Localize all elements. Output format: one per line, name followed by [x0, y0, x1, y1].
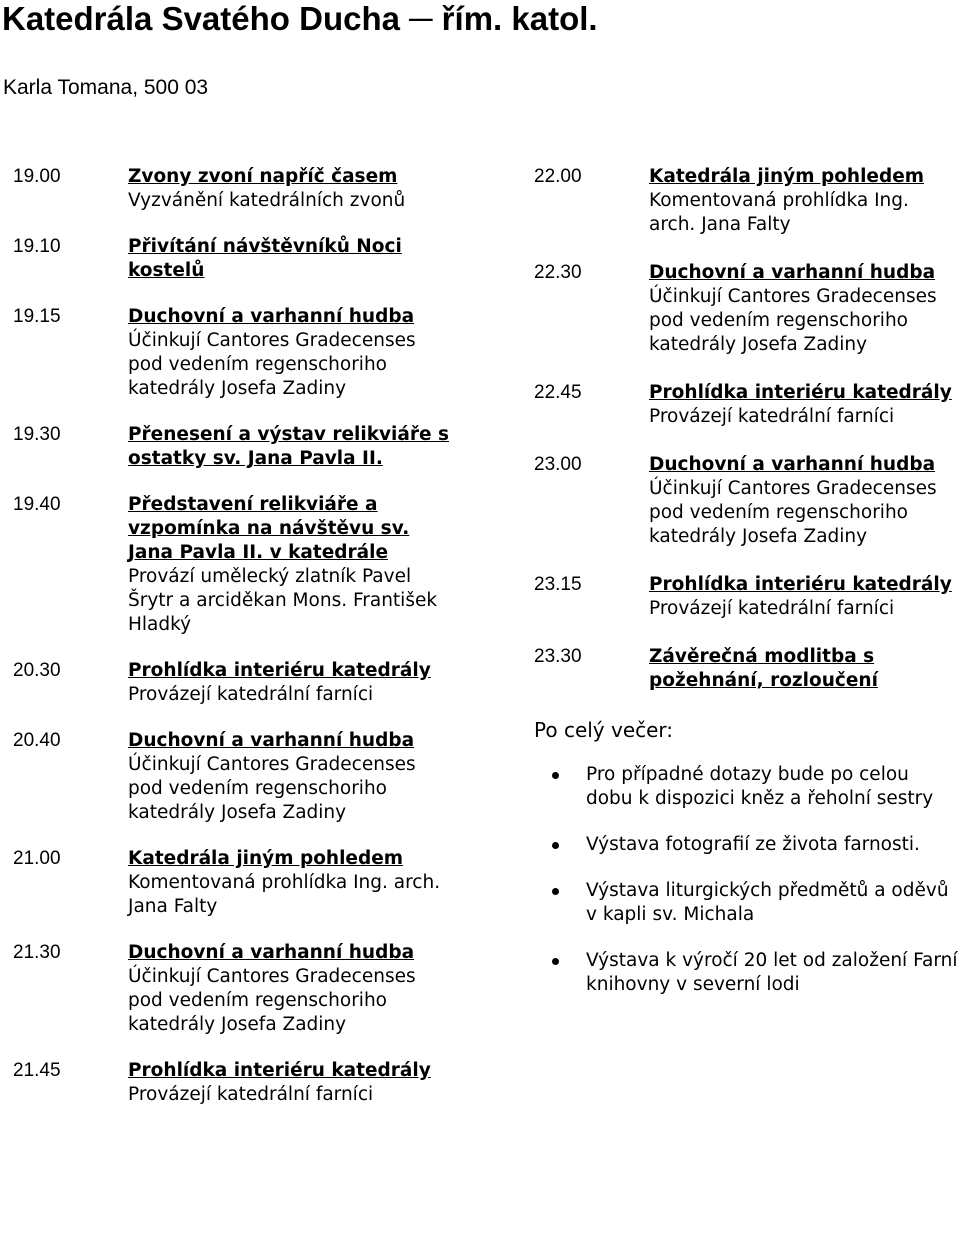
event-title: Katedrála jiným pohledem: [128, 848, 404, 869]
event-title: Přenesení a výstav relikviáře s ostatky sv. Jana Pavla II.: [128, 424, 450, 469]
event-item: [534, 261, 960, 357]
event-title: Představení relikviáře a vzpomínka na návštěvu sv. Jana Pavla II. v katedrále: [128, 494, 410, 563]
event-time: 21.45: [13, 1060, 61, 1081]
event-time: 20.40: [13, 730, 61, 751]
event-content: [649, 645, 960, 693]
bullet-icon: [552, 958, 559, 965]
list-item-text: Výstava k výročí 20 let od založení Farní knihovny v severní lodi: [586, 950, 958, 995]
event-content: [128, 493, 453, 637]
event-description: Provází umělecký zlatník Pavel Šrytr a arciděkan Mons. František Hladký: [128, 566, 438, 635]
event-title: Katedrála jiným pohledem: [649, 166, 925, 187]
event-description: Komentovaná prohlídka Ing. arch. Jana Falty: [649, 190, 909, 235]
event-description: Vyzvánění katedrálních zvonů: [128, 190, 406, 211]
event-item: [13, 659, 453, 707]
all-evening-list: [534, 763, 960, 997]
event-item: [13, 305, 453, 401]
event-content: [649, 165, 960, 237]
event-content: [128, 1059, 453, 1107]
event-description: Účinkují Cantores Gradecenses pod vedením regenschoriho katedrály Josefa Zadiny: [649, 286, 937, 355]
left-schedule: [13, 165, 453, 1129]
event-title: Duchovní a varhanní hudba: [128, 942, 415, 963]
list-item-text: Pro případné dotazy bude po celou dobu k dispozici kněz a řeholní sestry: [586, 764, 934, 809]
event-title: Duchovní a varhanní hudba: [649, 262, 936, 283]
list-item: [534, 949, 960, 997]
bullet-icon: [552, 772, 559, 779]
event-title: Zvony zvoní napříč časem: [128, 166, 398, 187]
event-time: 19.30: [13, 424, 61, 445]
event-content: [649, 381, 960, 429]
bullet-icon: [552, 842, 559, 849]
event-item: [13, 847, 453, 919]
event-title: Závěrečná modlitba s požehnání, rozloučení: [649, 646, 878, 691]
event-description: Provázejí katedrální farníci: [128, 1084, 374, 1105]
event-time: 22.00: [534, 166, 582, 187]
event-content: [128, 729, 453, 825]
event-time: 21.30: [13, 942, 61, 963]
event-content: [649, 261, 960, 357]
event-time: 23.00: [534, 454, 582, 475]
event-content: [128, 423, 453, 471]
event-time: 22.45: [534, 382, 582, 403]
event-item: [13, 941, 453, 1037]
page-title: Katedrála Svatého Ducha ─ řím. katol.: [2, 0, 598, 37]
event-item: [534, 645, 960, 693]
event-content: [128, 941, 453, 1037]
event-description: Účinkují Cantores Gradecenses pod vedením regenschoriho katedrály Josefa Zadiny: [128, 754, 416, 823]
bullet-icon: [552, 888, 559, 895]
event-time: 20.30: [13, 660, 61, 681]
event-time: 21.00: [13, 848, 61, 869]
right-schedule: [534, 165, 960, 1019]
event-item: [13, 493, 453, 637]
event-time: 23.30: [534, 646, 582, 667]
event-content: [128, 235, 453, 283]
event-item: [534, 573, 960, 621]
event-time: 19.10: [13, 236, 61, 257]
event-time: 19.40: [13, 494, 61, 515]
event-title: Prohlídka interiéru katedrály: [128, 1060, 431, 1081]
event-title: Prohlídka interiéru katedrály: [649, 574, 952, 595]
list-item-text: Výstava fotografií ze života farnosti.: [586, 834, 920, 855]
event-time: 19.15: [13, 306, 61, 327]
event-item: [534, 453, 960, 549]
list-item: [534, 833, 960, 857]
event-item: [13, 729, 453, 825]
event-title: Duchovní a varhanní hudba: [649, 454, 936, 475]
event-content: [128, 305, 453, 401]
event-time: 23.15: [534, 574, 582, 595]
event-description: Provázejí katedrální farníci: [649, 598, 895, 619]
list-item-text: Výstava liturgických předmětů a oděvů v kapli sv. Michala: [586, 880, 949, 925]
event-item: [13, 165, 453, 213]
event-item: [13, 423, 453, 471]
list-item: [534, 763, 960, 811]
event-content: [128, 659, 453, 707]
event-content: [649, 453, 960, 549]
event-time: 19.00: [13, 166, 61, 187]
event-description: Účinkují Cantores Gradecenses pod vedením regenschoriho katedrály Josefa Zadiny: [128, 330, 416, 399]
event-item: [13, 1059, 453, 1107]
address: Karla Tomana, 500 03: [3, 76, 209, 99]
event-item: [534, 165, 960, 237]
list-item: [534, 879, 960, 927]
event-title: Přivítání návštěvníků Noci kostelů: [128, 236, 402, 281]
event-description: Komentovaná prohlídka Ing. arch. Jana Falty: [128, 872, 441, 917]
event-time: 22.30: [534, 262, 582, 283]
event-content: [128, 165, 453, 213]
event-title: Duchovní a varhanní hudba: [128, 306, 415, 327]
event-description: Účinkují Cantores Gradecenses pod vedením regenschoriho katedrály Josefa Zadiny: [649, 478, 937, 547]
all-evening-heading: Po celý večer:: [534, 718, 674, 742]
event-description: Účinkují Cantores Gradecenses pod vedením regenschoriho katedrály Josefa Zadiny: [128, 966, 416, 1035]
event-description: Provázejí katedrální farníci: [649, 406, 895, 427]
event-content: [128, 847, 453, 919]
event-item: [13, 235, 453, 283]
event-content: [649, 573, 960, 621]
event-title: Prohlídka interiéru katedrály: [649, 382, 952, 403]
event-item: [534, 381, 960, 429]
event-title: Prohlídka interiéru katedrály: [128, 660, 431, 681]
event-description: Provázejí katedrální farníci: [128, 684, 374, 705]
event-title: Duchovní a varhanní hudba: [128, 730, 415, 751]
